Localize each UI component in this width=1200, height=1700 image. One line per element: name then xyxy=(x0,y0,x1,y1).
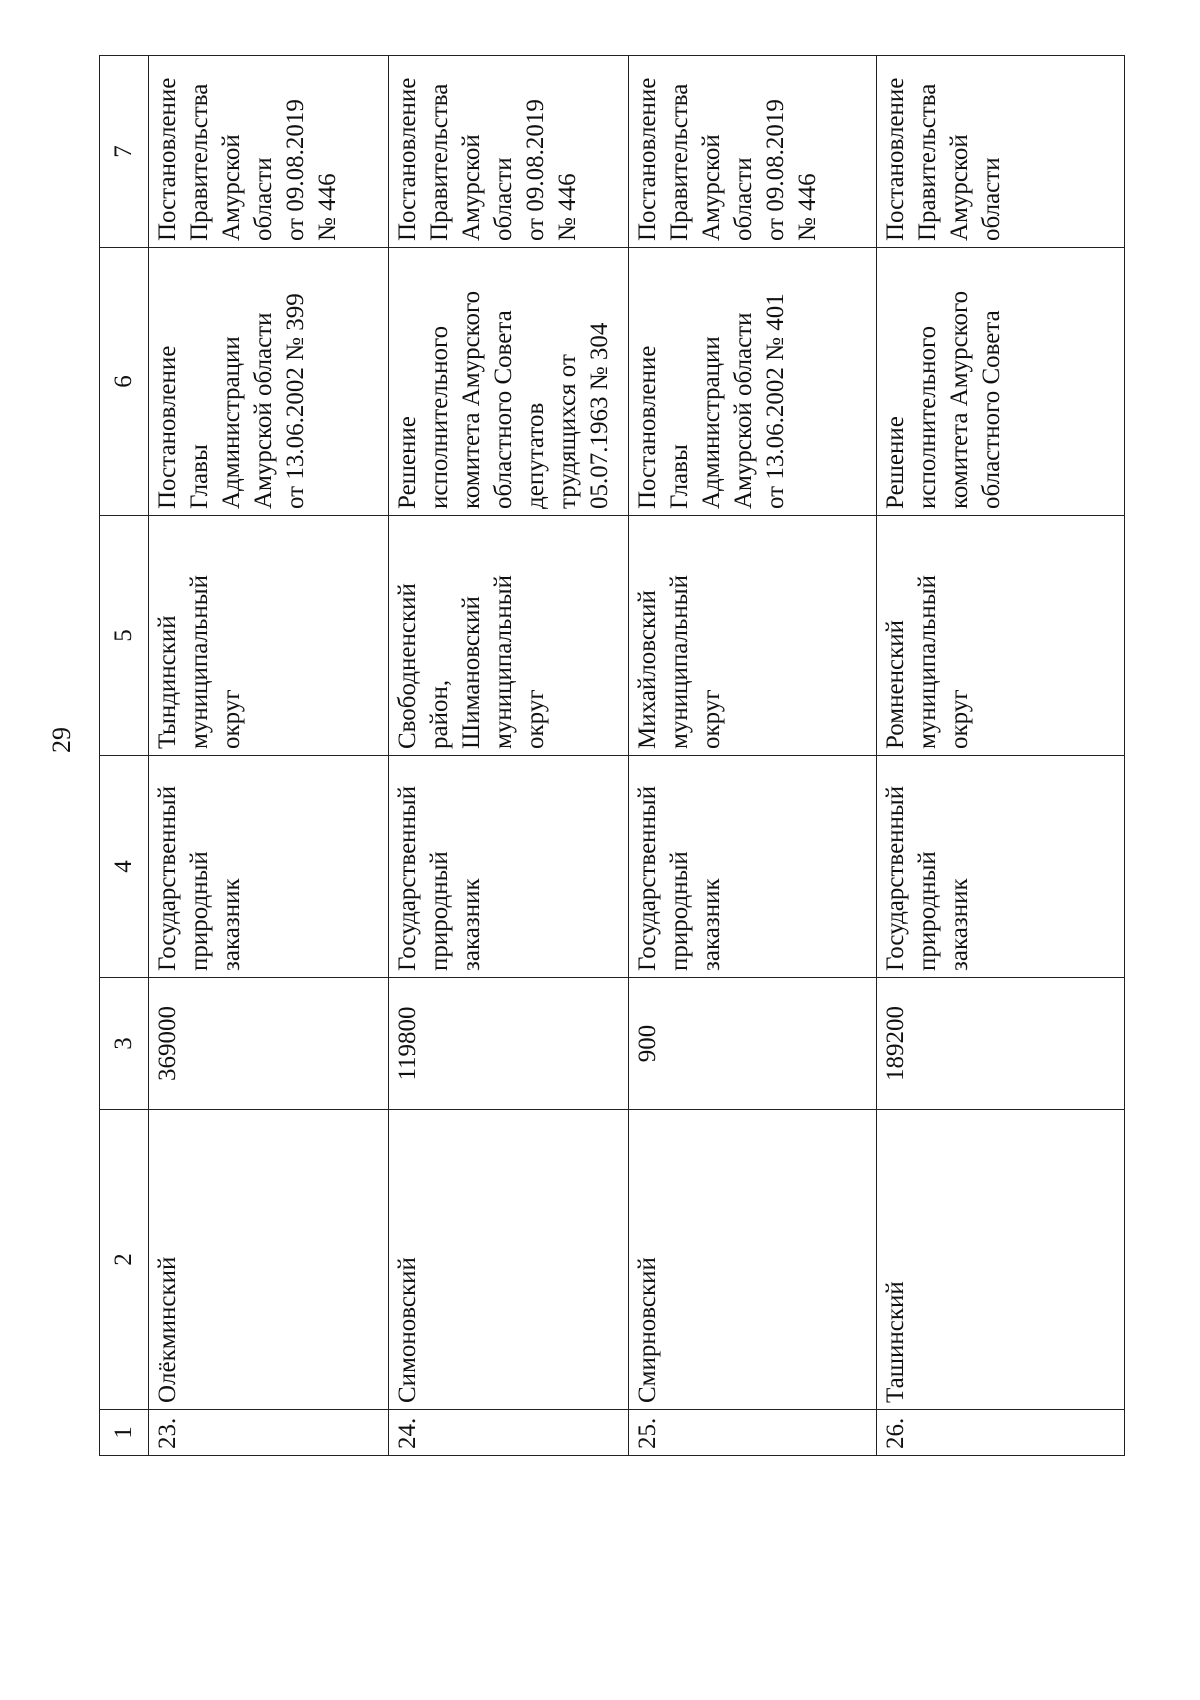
reserve-area: 119800 xyxy=(389,978,629,1110)
reserve-location: Михайловский муниципальный округ xyxy=(629,516,877,756)
reserve-category: Государственный природный заказник xyxy=(149,756,389,978)
column-number-5: 5 xyxy=(100,516,149,756)
reserve-area: 189200 xyxy=(877,978,1125,1110)
row-number: 25. xyxy=(629,1410,877,1456)
column-number-3: 3 xyxy=(100,978,149,1110)
page-number: 29 xyxy=(47,727,76,753)
column-number-6: 6 xyxy=(100,248,149,516)
reserve-approved-by: Постановление Правительства Амурской области от 09.08.2019 № 446 xyxy=(629,56,877,248)
table-row xyxy=(877,56,1125,1456)
reserve-created-by: Постановление Главы Администрации Амурской области от 13.06.2002 № 399 xyxy=(149,248,389,516)
reserve-area: 369000 xyxy=(149,978,389,1110)
reserve-location: Тындинский муниципальный округ xyxy=(149,516,389,756)
column-number-row xyxy=(100,56,149,1456)
reserve-category: Государственный природный заказник xyxy=(389,756,629,978)
reserve-approved-by: Постановление Правительства Амурской области xyxy=(877,56,1125,248)
reserve-created-by: Постановление Главы Администрации Амурской области от 13.06.2002 № 401 xyxy=(629,248,877,516)
row-number: 23. xyxy=(149,1410,389,1456)
row-number: 26. xyxy=(877,1410,1125,1456)
reserve-name: Ташинский xyxy=(877,1110,1125,1410)
reserve-created-by: Решение исполнительного комитета Амурского областного Совета депутатов трудящихся от 05.07.1963 № 304 xyxy=(389,248,629,516)
reserve-name: Симоновский xyxy=(389,1110,629,1410)
table-row xyxy=(629,56,877,1456)
table-row xyxy=(149,56,389,1456)
reserve-approved-by: Постановление Правительства Амурской области от 09.08.2019 № 446 xyxy=(149,56,389,248)
reserve-location: Свободненский район, Шимановский муниципальный округ xyxy=(389,516,629,756)
row-number: 24. xyxy=(389,1410,629,1456)
protected-areas-table xyxy=(99,55,1125,1456)
protected-areas-table-wrapper xyxy=(99,56,1119,1456)
column-number-4: 4 xyxy=(100,756,149,978)
reserve-name: Олёкминский xyxy=(149,1110,389,1410)
reserve-location: Ромненский муниципальный округ xyxy=(877,516,1125,756)
reserve-category: Государственный природный заказник xyxy=(629,756,877,978)
column-number-1: 1 xyxy=(100,1410,149,1456)
reserve-area: 900 xyxy=(629,978,877,1110)
column-number-2: 2 xyxy=(100,1110,149,1410)
table-row xyxy=(389,56,629,1456)
reserve-category: Государственный природный заказник xyxy=(877,756,1125,978)
column-number-7: 7 xyxy=(100,56,149,248)
reserve-name: Смирновский xyxy=(629,1110,877,1410)
reserve-created-by: Решение исполнительного комитета Амурского областного Совета xyxy=(877,248,1125,516)
reserve-approved-by: Постановление Правительства Амурской области от 09.08.2019 № 446 xyxy=(389,56,629,248)
